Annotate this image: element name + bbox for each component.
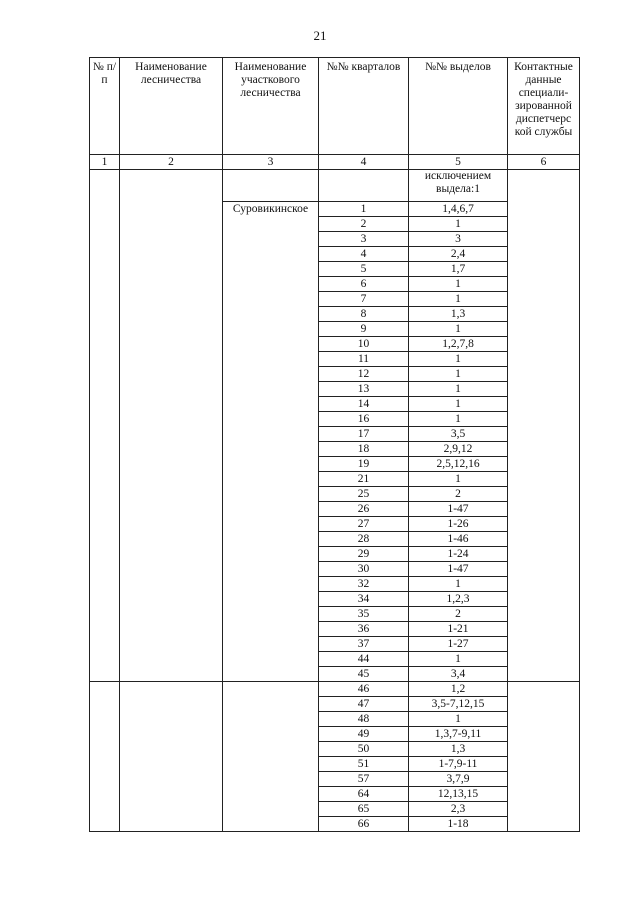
allotment-numbers: 1 <box>409 652 508 667</box>
empty-district-cell <box>223 170 319 202</box>
allotment-numbers: 1 <box>409 277 508 292</box>
allotment-numbers: 1 <box>409 322 508 337</box>
allotment-numbers: 1,3 <box>409 307 508 322</box>
quarter-number: 10 <box>319 337 409 352</box>
quarter-number: 36 <box>319 622 409 637</box>
quarter-number: 2 <box>319 217 409 232</box>
allotment-numbers: 1 <box>409 577 508 592</box>
allotment-numbers: 1 <box>409 292 508 307</box>
allotment-numbers: 1-7,9-11 <box>409 757 508 772</box>
quarter-number: 25 <box>319 487 409 502</box>
allotment-numbers: 1 <box>409 412 508 427</box>
quarter-number: 29 <box>319 547 409 562</box>
quarter-number: 27 <box>319 517 409 532</box>
empty-quarter-cell <box>319 170 409 202</box>
quarter-number: 50 <box>319 742 409 757</box>
table-row <box>90 682 580 697</box>
allotment-numbers: 1 <box>409 367 508 382</box>
quarter-number: 11 <box>319 352 409 367</box>
header-dispatch-contacts: Контактные данные специали-зированной диспетчерс кой службы <box>508 58 580 155</box>
allotment-numbers: 1-27 <box>409 637 508 652</box>
allotment-numbers: 1-47 <box>409 562 508 577</box>
quarter-number: 34 <box>319 592 409 607</box>
quarter-number: 44 <box>319 652 409 667</box>
quarter-number: 47 <box>319 697 409 712</box>
empty-contact-cell <box>508 682 580 832</box>
quarter-number: 16 <box>319 412 409 427</box>
allotment-numbers: 3,5 <box>409 427 508 442</box>
continuation-row <box>90 170 580 202</box>
quarter-number: 26 <box>319 502 409 517</box>
empty-number-cell <box>90 170 120 682</box>
quarter-number: 9 <box>319 322 409 337</box>
header-quarters: №№ кварталов <box>319 58 409 155</box>
quarter-number: 49 <box>319 727 409 742</box>
allotment-numbers: 1,3,7-9,11 <box>409 727 508 742</box>
empty-forestry-cell <box>120 682 223 832</box>
quarter-number: 37 <box>319 637 409 652</box>
quarter-number: 28 <box>319 532 409 547</box>
allotment-numbers: 2,3 <box>409 802 508 817</box>
allotment-numbers: 1 <box>409 352 508 367</box>
column-number: 2 <box>120 155 223 170</box>
allotment-numbers: 3,5-7,12,15 <box>409 697 508 712</box>
allotment-numbers: 2,9,12 <box>409 442 508 457</box>
header-row <box>90 58 580 155</box>
quarter-number: 35 <box>319 607 409 622</box>
allotment-numbers: 3,4 <box>409 667 508 682</box>
quarter-number: 8 <box>319 307 409 322</box>
quarter-number: 48 <box>319 712 409 727</box>
district-forestry-name: Суровикинское <box>223 202 319 682</box>
quarter-number: 21 <box>319 472 409 487</box>
allotment-numbers: 1 <box>409 217 508 232</box>
quarter-number: 19 <box>319 457 409 472</box>
quarter-number: 64 <box>319 787 409 802</box>
allotment-numbers: 2 <box>409 607 508 622</box>
quarter-number: 18 <box>319 442 409 457</box>
quarter-number: 1 <box>319 202 409 217</box>
allotment-numbers: 1-24 <box>409 547 508 562</box>
quarter-number: 17 <box>319 427 409 442</box>
allotment-numbers: 2,4 <box>409 247 508 262</box>
allotment-numbers: 1-46 <box>409 532 508 547</box>
page-number: 21 <box>313 28 327 43</box>
quarter-number: 32 <box>319 577 409 592</box>
allotment-numbers: 1 <box>409 712 508 727</box>
column-number: 5 <box>409 155 508 170</box>
quarter-number: 7 <box>319 292 409 307</box>
quarter-number: 6 <box>319 277 409 292</box>
allotment-numbers: 1 <box>409 397 508 412</box>
quarter-number: 5 <box>319 262 409 277</box>
empty-number-cell <box>90 682 120 832</box>
quarter-number: 12 <box>319 367 409 382</box>
quarter-number: 4 <box>319 247 409 262</box>
allotment-numbers: 3,7,9 <box>409 772 508 787</box>
allotment-numbers: 2,5,12,16 <box>409 457 508 472</box>
quarter-number: 14 <box>319 397 409 412</box>
quarter-number: 66 <box>319 817 409 832</box>
allotment-numbers: 1 <box>409 472 508 487</box>
column-number: 3 <box>223 155 319 170</box>
column-number: 1 <box>90 155 120 170</box>
column-number-row <box>90 155 580 170</box>
allotment-numbers: 1 <box>409 382 508 397</box>
allotment-numbers: 12,13,15 <box>409 787 508 802</box>
quarter-number: 57 <box>319 772 409 787</box>
allotment-numbers: 1-47 <box>409 502 508 517</box>
quarter-number: 30 <box>319 562 409 577</box>
header-allotments: №№ выделов <box>409 58 508 155</box>
allotment-numbers: 1-26 <box>409 517 508 532</box>
quarter-number: 65 <box>319 802 409 817</box>
column-number: 4 <box>319 155 409 170</box>
quarter-number: 51 <box>319 757 409 772</box>
column-number: 6 <box>508 155 580 170</box>
empty-forestry-cell <box>120 170 223 682</box>
allotment-numbers: 2 <box>409 487 508 502</box>
allotment-numbers: 1,2,3 <box>409 592 508 607</box>
allotment-numbers: 3 <box>409 232 508 247</box>
allotment-numbers: 1,7 <box>409 262 508 277</box>
allotment-numbers: 1,3 <box>409 742 508 757</box>
allotment-numbers: 1,2,7,8 <box>409 337 508 352</box>
quarter-number: 3 <box>319 232 409 247</box>
allotment-numbers: 1,4,6,7 <box>409 202 508 217</box>
allotment-continuation: исключением выдела:1 <box>409 170 508 202</box>
allotment-numbers: 1-21 <box>409 622 508 637</box>
header-number: № п/п <box>90 58 120 155</box>
empty-contact-cell <box>508 170 580 682</box>
quarter-number: 46 <box>319 682 409 697</box>
quarter-number: 45 <box>319 667 409 682</box>
header-forestry: Наименование лесничества <box>120 58 223 155</box>
header-district-forestry: Наименование участкового лесничества <box>223 58 319 155</box>
quarter-number: 13 <box>319 382 409 397</box>
forestry-registry-table <box>89 57 580 832</box>
allotment-numbers: 1,2 <box>409 682 508 697</box>
empty-district-cell <box>223 682 319 832</box>
allotment-numbers: 1-18 <box>409 817 508 832</box>
